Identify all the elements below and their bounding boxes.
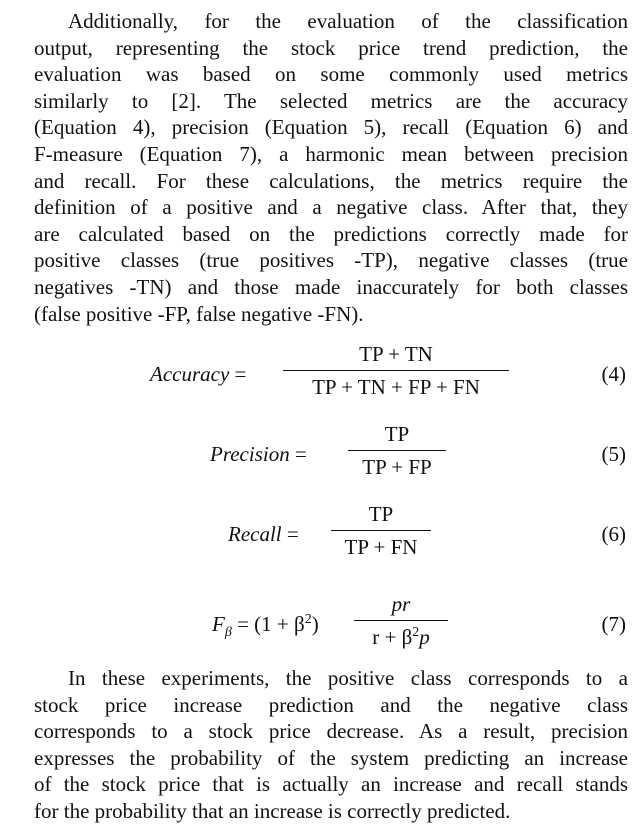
text-line: F-measure (Equation 7), a harmonic mean between precision <box>34 141 628 166</box>
text-line: positive classes (true positives -TP), negative classes (true <box>34 248 628 273</box>
text-line: stock price increase prediction and the negative class <box>34 692 628 717</box>
text-line: output, representing the stock price trend prediction, the <box>34 35 628 60</box>
text-line: In these experiments, the positive class corresponds to a <box>68 666 628 690</box>
paragraph-evaluation-metrics <box>34 8 628 327</box>
text-line: expresses the probability of the system predicting an increase <box>34 745 628 770</box>
text-line: of the stock price that is actually an increase and recall stands <box>34 772 628 797</box>
text-line: (false positive -FP, false negative -FN). <box>34 301 364 326</box>
precision-denominator: TP + FP <box>362 455 432 479</box>
equation-number: (7) <box>601 612 626 636</box>
fraction-bar <box>331 530 431 531</box>
fraction-bar <box>348 450 446 451</box>
recall-numerator: TP <box>368 502 394 526</box>
f-label: F <box>212 612 225 636</box>
fmeasure-denominator: r + β <box>372 625 413 649</box>
text-line: definition of a positive and a negative class. After that, they <box>34 195 628 220</box>
precision-numerator: TP <box>384 422 410 446</box>
fraction-bar <box>354 620 448 621</box>
text-line: Additionally, for the evaluation of the classification <box>68 9 628 33</box>
fmeasure-fraction <box>354 592 448 650</box>
equals-sign: = <box>294 442 307 466</box>
recall-label: Recall <box>228 522 282 546</box>
paragraph-experiment-classes <box>34 665 628 825</box>
equation-number: (4) <box>601 362 626 386</box>
fmeasure-numerator: pr <box>391 592 411 616</box>
fraction-bar <box>283 370 509 371</box>
text-line: for the probability that an increase is correctly predicted. <box>34 798 511 823</box>
equation-fmeasure <box>0 592 636 656</box>
accuracy-denominator: TP + TN + FP + FN <box>312 375 480 399</box>
text-line: (Equation 4), precision (Equation 5), recall (Equation 6) and <box>34 115 628 140</box>
fmeasure-prefix: = (1 + β <box>231 612 305 636</box>
equals-sign: = <box>234 362 247 386</box>
fmeasure-denominator-p: p <box>419 625 430 649</box>
fmeasure-close-paren: ) <box>311 612 319 636</box>
accuracy-label: Accuracy <box>150 362 230 386</box>
text-line: similarly to [2]. The selected metrics are the accuracy <box>34 88 628 113</box>
equation-precision <box>0 422 636 484</box>
recall-fraction <box>331 502 431 560</box>
text-line: and recall. For these calculations, the metrics require the <box>34 168 628 193</box>
precision-label: Precision <box>210 442 290 466</box>
recall-denominator: TP + FN <box>344 535 418 559</box>
equation-accuracy <box>0 342 636 404</box>
equation-recall <box>0 502 636 564</box>
equals-sign: = <box>286 522 299 546</box>
text-line: corresponds to a stock price decrease. As a result, precision <box>34 719 628 744</box>
exponent: 2 <box>412 625 420 640</box>
equation-number: (5) <box>601 442 626 466</box>
text-line: evaluation was based on some commonly used metrics <box>34 62 628 87</box>
text-line: negatives -TN) and those made inaccurately for both classes <box>34 274 628 299</box>
equation-number: (6) <box>601 522 626 546</box>
text-line: are calculated based on the predictions correctly made for <box>34 221 628 246</box>
exponent: 2 <box>304 612 312 627</box>
accuracy-numerator: TP + TN <box>359 342 433 366</box>
precision-fraction <box>348 422 446 480</box>
beta-subscript: β <box>224 625 232 641</box>
accuracy-fraction <box>283 342 509 400</box>
